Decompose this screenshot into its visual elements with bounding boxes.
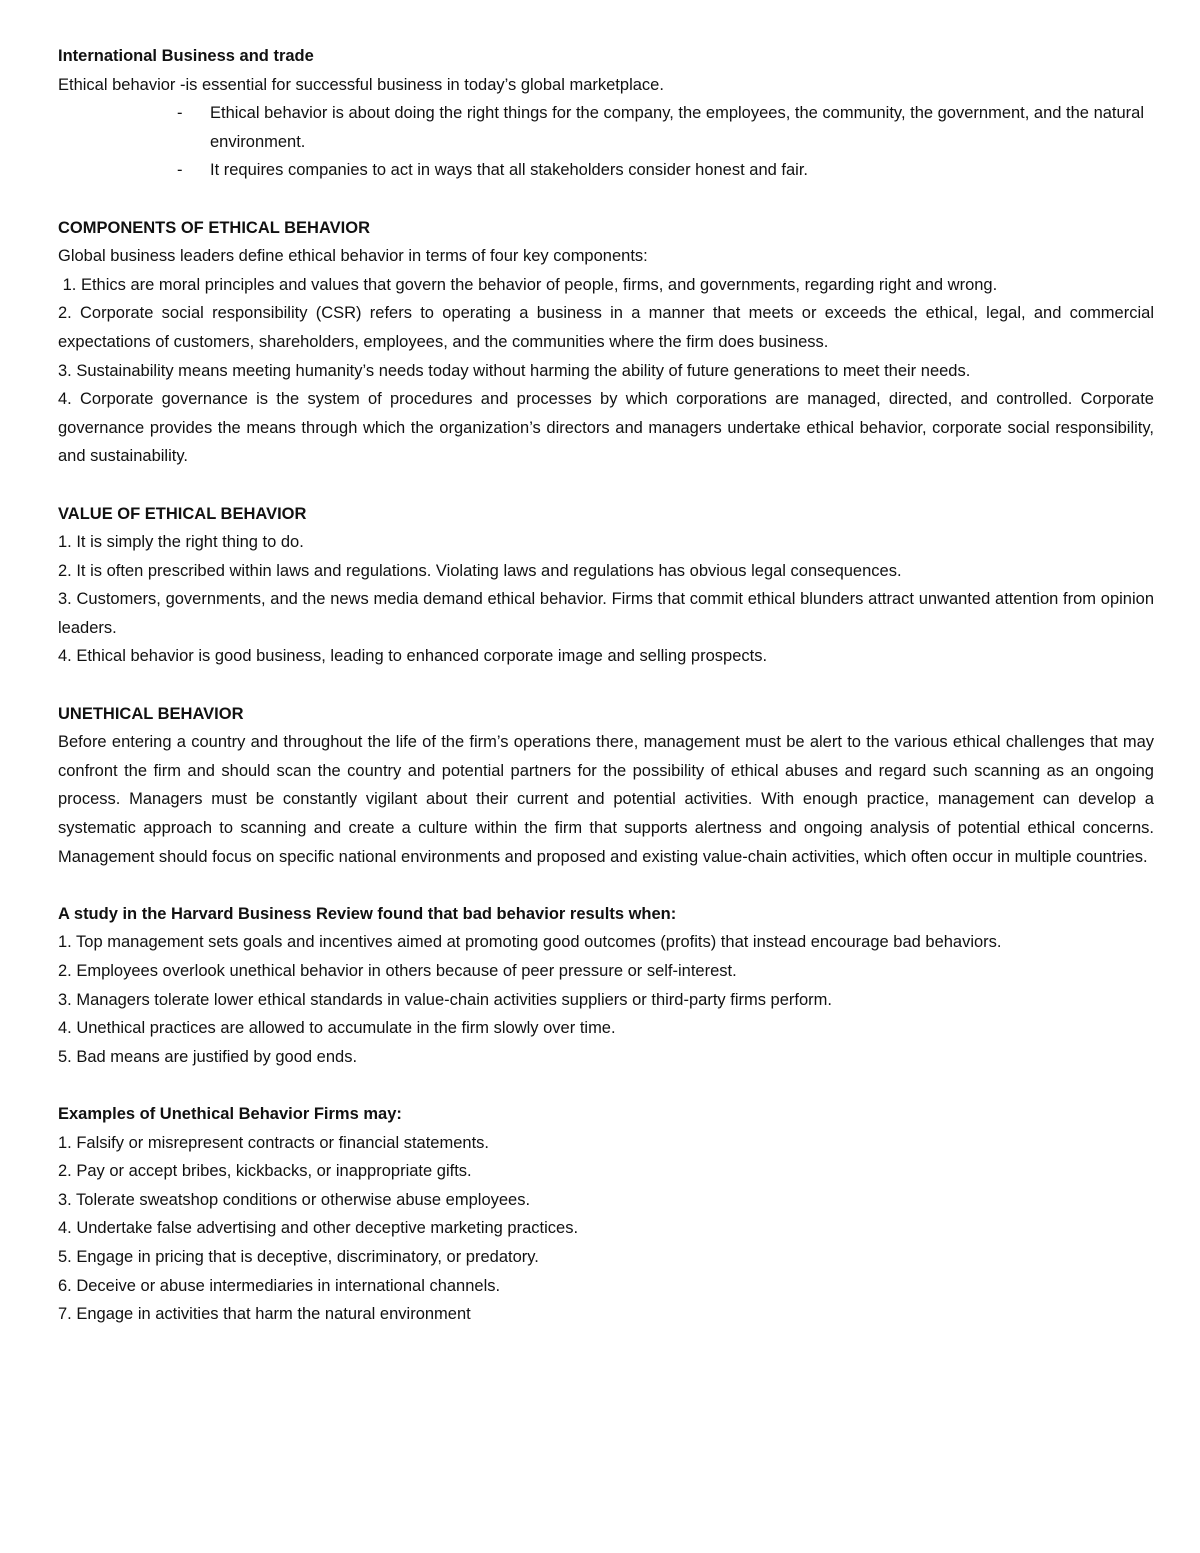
intro-bullet xyxy=(177,156,1154,185)
examples-item: 5. Engage in pricing that is deceptive, discriminatory, or predatory. xyxy=(58,1247,539,1266)
components-heading: COMPONENTS OF ETHICAL BEHAVIOR xyxy=(58,218,370,237)
examples-heading: Examples of Unethical Behavior Firms may: xyxy=(58,1104,402,1123)
examples-item: 2. Pay or accept bribes, kickbacks, or inappropriate gifts. xyxy=(58,1162,472,1181)
examples-item: 1. Falsify or misrepresent contracts or financial statements. xyxy=(58,1133,489,1152)
section-spacer xyxy=(58,671,1154,700)
components-item: 1. Ethics are moral principles and values that govern the behavior of people, firms, and governments, regarding right and wrong. xyxy=(58,275,998,294)
study-item: 5. Bad means are justified by good ends. xyxy=(58,1047,358,1066)
value-item: 4. Ethical behavior is good business, leading to enhanced corporate image and selling prospects. xyxy=(58,647,768,666)
value-item: 3. Customers, governments, and the news media demand ethical behavior. Firms that commit ethical blunders attract unwanted attention from opinion leaders. xyxy=(58,590,1154,637)
value-item: 2. It is often prescribed within laws and regulations. Violating laws and regulations has obvious legal consequences. xyxy=(58,561,902,580)
intro-lead: Ethical behavior -is essential for successful business in today’s global marketplace. xyxy=(58,75,664,94)
section-spacer xyxy=(58,871,1154,900)
components-item: 4. Corporate governance is the system of procedures and processes by which corporations are managed, directed, and controlled. Corporate governance provides the means through which the organization’s directors and managers undertake ethical behavior, corporate social responsibility, and sustainability. xyxy=(58,390,1154,466)
unethical-heading: UNETHICAL BEHAVIOR xyxy=(58,704,244,723)
study-item: 2. Employees overlook unethical behavior in others because of peer pressure or self-interest. xyxy=(58,962,737,980)
bullet-dash: - xyxy=(177,161,183,180)
bullet-dash: - xyxy=(177,104,183,123)
section-spacer xyxy=(58,185,1154,214)
intro-bullet xyxy=(177,99,1154,156)
components-item: 2. Corporate social responsibility (CSR) refers to operating a business in a manner that meets or exceeds the ethical, legal, and commercial expectations of customers, shareholders, employees, and the communities where the firm does business. xyxy=(58,304,1154,351)
examples-item: 6. Deceive or abuse intermediaries in international channels. xyxy=(58,1276,501,1295)
study-item: 4. Unethical practices are allowed to accumulate in the firm slowly over time. xyxy=(58,1019,616,1038)
examples-item: 7. Engage in activities that harm the natural environment xyxy=(58,1305,471,1324)
study-item: 1. Top management sets goals and incentives aimed at promoting good outcomes (profits) that instead encourage bad behaviors. xyxy=(58,933,1002,952)
value-item: 1. It is simply the right thing to do. xyxy=(58,533,304,552)
components-item: 3. Sustainability means meeting humanity’s needs today without harming the ability of future generations to meet their needs. xyxy=(58,361,971,380)
examples-item: 4. Undertake false advertising and other deceptive marketing practices. xyxy=(58,1219,579,1238)
unethical-body: Before entering a country and throughout the life of the firm’s operations there, management must be alert to the various ethical challenges that may confront the firm and should scan the country and potential partners for the possibility of ethical abuses and regard such scanning as an ongoing process. Managers must be constantly vigilant about their current and potential activities. With enough practice, management can develop a systematic approach to scanning and create a culture within the firm that supports alertness and ongoing analysis of potential ethical concerns. Management should focus on specific national environments and proposed and existing value-chain activities, which often occur in multiple countries. xyxy=(58,733,1154,866)
section-spacer xyxy=(58,1071,1154,1100)
document-page xyxy=(58,42,1154,1329)
document-title: International Business and trade xyxy=(58,47,314,65)
value-heading: VALUE OF ETHICAL BEHAVIOR xyxy=(58,504,307,523)
section-spacer xyxy=(58,471,1154,500)
intro-bullet-text: Ethical behavior is about doing the right things for the company, the employees, the community, the government, and the natural environment. xyxy=(210,104,1145,151)
intro-bullet-list xyxy=(58,99,1154,185)
examples-item: 3. Tolerate sweatshop conditions or otherwise abuse employees. xyxy=(58,1190,531,1209)
components-lead: Global business leaders define ethical behavior in terms of four key components: xyxy=(58,247,648,266)
study-heading: A study in the Harvard Business Review found that bad behavior results when: xyxy=(58,904,677,923)
intro-bullet-text: It requires companies to act in ways that all stakeholders consider honest and fair. xyxy=(210,161,808,180)
study-item: 3. Managers tolerate lower ethical standards in value-chain activities suppliers or third-party firms perform. xyxy=(58,990,832,1009)
